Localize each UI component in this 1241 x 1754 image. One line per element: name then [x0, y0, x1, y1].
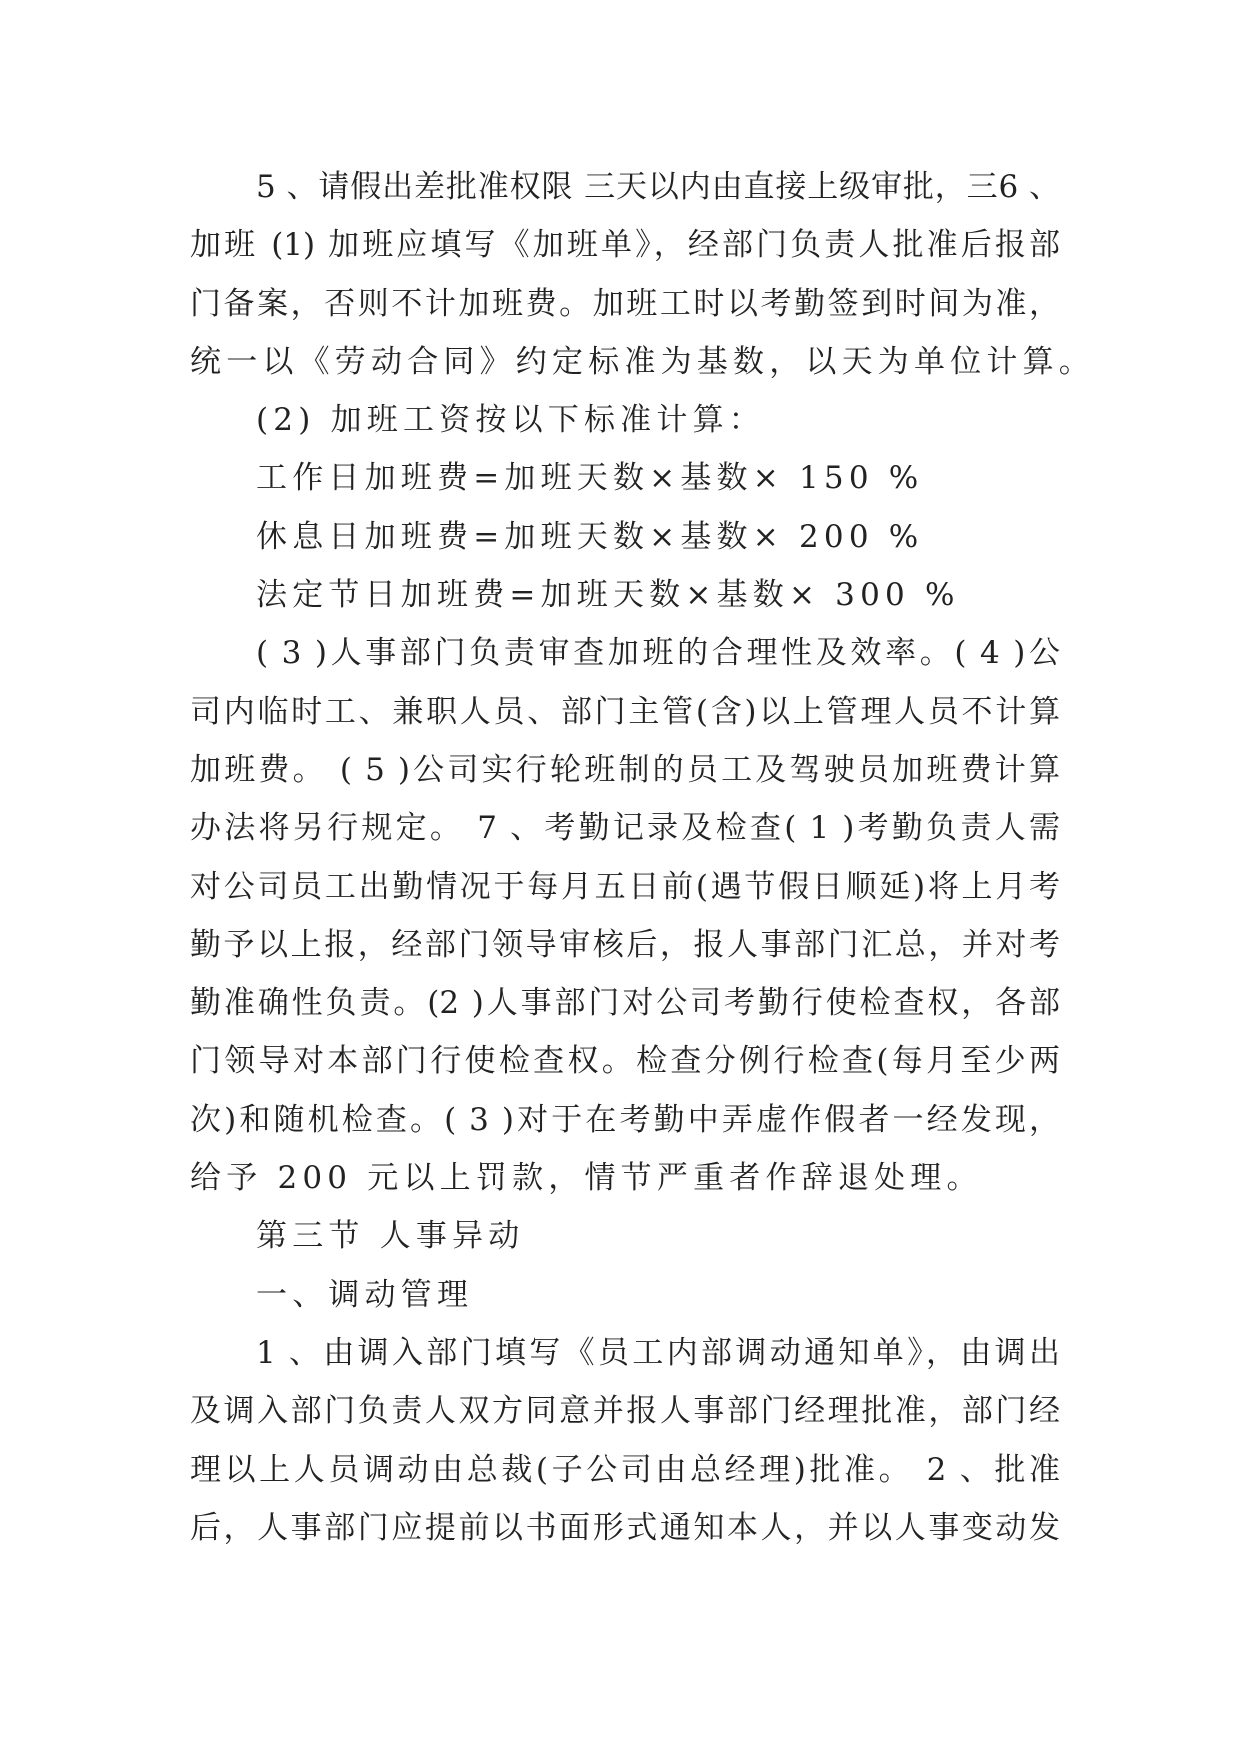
text-line: 对公司员工出勤情况于每月五日前(遇节假日顺延)将上月考: [190, 868, 1060, 905]
text-line: 加班费。 ( 5 )公司实行轮班制的员工及驾驶员加班费计算: [190, 751, 1060, 788]
text-line: 统一以《劳动合同》约定标准为基数，以天为单位计算。: [190, 343, 1095, 380]
subsection-heading: 一、调动管理: [256, 1276, 474, 1313]
text-line: (2) 加班工资按以下标准计算：: [256, 402, 765, 439]
text-line: 及调入部门负责人双方同意并报人事部门经理批准，部门经: [190, 1393, 1060, 1430]
text-line: 工作日加班费=加班天数×基数× 150 %: [256, 460, 924, 497]
section-heading: 第三节 人事异动: [256, 1218, 525, 1255]
text-line: 司内临时工、兼职人员、部门主管(含)以上管理人员不计算: [190, 693, 1060, 730]
text-line: 办法将另行规定。 7 、考勤记录及检查( 1 )考勤负责人需: [190, 810, 1060, 847]
text-line: 1 、由调入部门填写《员工内部调动通知单》，由调出: [256, 1334, 1060, 1371]
text-line: 门领导对本部门行使检查权。检查分例行检查(每月至少两: [190, 1043, 1060, 1080]
text-line: 勤予以上报，经部门领导审核后，报人事部门汇总，并对考: [190, 926, 1060, 963]
text-line: 后，人事部门应提前以书面形式通知本人，并以人事变动发: [190, 1509, 1060, 1546]
text-line: 门备案，否则不计加班费。加班工时以考勤签到时间为准，: [190, 285, 1060, 322]
text-line: 勤准确性负责。(2 )人事部门对公司考勤行使检查权，各部: [190, 985, 1060, 1022]
text-line: 5 、请假出差批准权限 三天以内由直接上级审批，三6 、: [256, 169, 1060, 205]
text-line: 理以上人员调动由总裁(子公司由总经理)批准。 2 、批准: [190, 1451, 1060, 1488]
text-line: 休息日加班费=加班天数×基数× 200 %: [256, 518, 924, 555]
text-line: 法定节日加班费=加班天数×基数× 300 %: [256, 577, 960, 614]
text-line: 次)和随机检查。( 3 )对于在考勤中弄虚作假者一经发现，: [190, 1101, 1060, 1138]
text-line: 加班 (1) 加班应填写《加班单》，经部门负责人批准后报部: [190, 227, 1060, 264]
text-line: 给予 200 元以上罚款，情节严重者作辞退处理。: [190, 1160, 983, 1197]
text-line: ( 3 )人事部门负责审查加班的合理性及效率。( 4 )公: [256, 635, 1060, 672]
document-body: [190, 158, 1095, 1557]
